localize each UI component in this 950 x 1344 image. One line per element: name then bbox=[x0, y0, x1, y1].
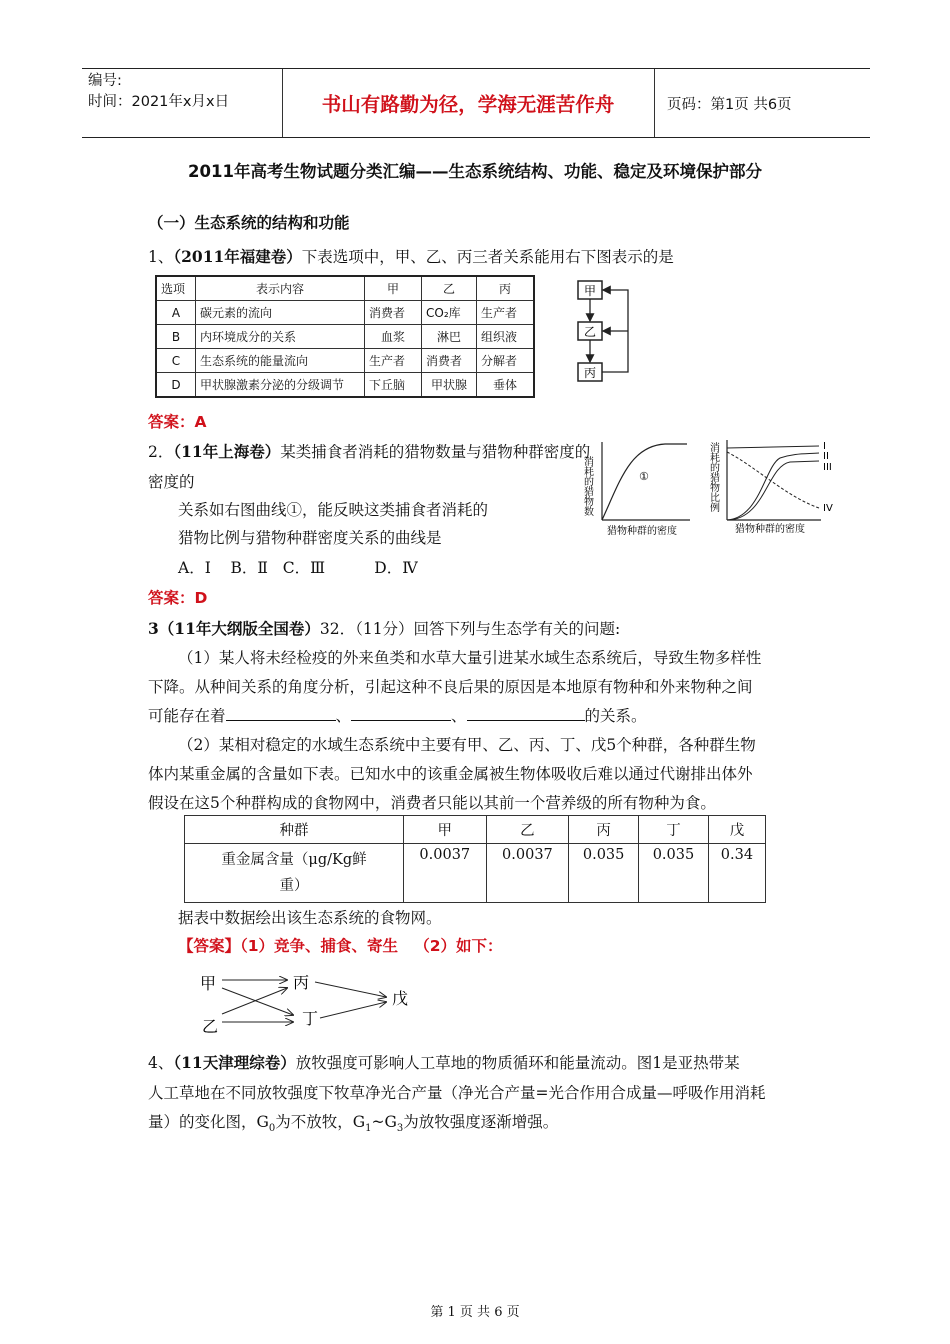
arrow bbox=[320, 1002, 386, 1018]
table-header: 丙 bbox=[569, 816, 639, 844]
header-divider bbox=[654, 69, 655, 137]
question-text: 人工草地在不同放牧强度下牧草净光合产量（净光合产量=光合作用合成量—呼吸作用消耗 bbox=[148, 1084, 766, 1102]
q3-metal-table bbox=[184, 815, 766, 903]
table-header: 乙 bbox=[422, 276, 477, 301]
table-header: 表示内容 bbox=[196, 276, 365, 301]
section-heading: （一）生态系统的结构和功能 bbox=[148, 214, 350, 232]
table-cell: 甲状腺 bbox=[422, 373, 477, 398]
table-header: 戊 bbox=[708, 816, 765, 844]
question-options: A．Ⅰ B．Ⅱ C．Ⅲ D．Ⅳ bbox=[178, 559, 418, 577]
species-label: 丙 bbox=[293, 973, 310, 992]
graph-xlabel: 猎物种群的密度 bbox=[735, 524, 805, 535]
table-row bbox=[156, 301, 534, 325]
graph-ylabel: 消耗的猎物比例 bbox=[707, 442, 719, 512]
table-cell: 分解者 bbox=[477, 349, 535, 373]
node-label: 甲 bbox=[583, 284, 597, 298]
curve-label: ① bbox=[639, 470, 649, 483]
graph-xlabel: 猎物种群的密度 bbox=[607, 526, 677, 537]
question-text: 、 bbox=[335, 707, 352, 725]
table-cell: 消费者 bbox=[365, 301, 422, 325]
curve-I bbox=[727, 446, 819, 448]
table-cell: B bbox=[156, 325, 196, 349]
node-label: 乙 bbox=[583, 325, 597, 339]
table-row bbox=[185, 844, 766, 903]
text-run: 为放牧强度逐渐增强。 bbox=[403, 1113, 559, 1131]
table-cell: 消费者 bbox=[422, 349, 477, 373]
number-label: 编号: bbox=[88, 73, 122, 89]
table-header: 甲 bbox=[404, 816, 487, 844]
question-number: 1、 bbox=[148, 248, 174, 266]
question-2-stem bbox=[148, 440, 590, 462]
table-cell: A bbox=[156, 301, 196, 325]
node-label: 丙 bbox=[583, 366, 597, 380]
table-cell: 生产者 bbox=[477, 301, 535, 325]
table-header: 种群 bbox=[185, 816, 404, 844]
graph-ylabel: 消耗的猎物数 bbox=[581, 456, 593, 516]
table-cell bbox=[185, 844, 404, 903]
species-label: 戊 bbox=[392, 989, 409, 1008]
time-label: 时间：2021年x月x日 bbox=[88, 94, 230, 110]
answer: 答案：D bbox=[148, 589, 208, 607]
table-header: 乙 bbox=[486, 816, 569, 844]
subscript: 0 bbox=[268, 1123, 276, 1135]
text-run: ~G bbox=[371, 1113, 397, 1131]
table-cell: 血浆 bbox=[365, 325, 422, 349]
q2-graph-1 bbox=[575, 436, 695, 538]
table-header: 丙 bbox=[477, 276, 535, 301]
question-source: 3（11年大纲版全国卷） bbox=[148, 619, 320, 638]
curve-III bbox=[727, 461, 819, 520]
question-text: 可能存在着 bbox=[148, 707, 226, 725]
question-4-stem bbox=[148, 1051, 740, 1073]
table-cell: 0.0037 bbox=[404, 844, 487, 903]
question-text: 某类捕食者消耗的猎物数量与猎物种群密度的 bbox=[280, 443, 591, 461]
table-cell: 组织液 bbox=[477, 325, 535, 349]
curve-label: IV bbox=[823, 503, 833, 514]
species-label: 甲 bbox=[200, 974, 217, 993]
food-web-diagram bbox=[190, 962, 430, 1038]
question-source: （11年上海卷） bbox=[173, 442, 281, 461]
question-text: 体内某重金属的含量如下表。已知水中的该重金属被生物体吸收后难以通过代谢排出体外 bbox=[148, 765, 753, 783]
table-cell: 0.34 bbox=[708, 844, 765, 903]
question-text: 的关系。 bbox=[584, 707, 647, 725]
question-text: 假设在这5个种群构成的食物网中，消费者只能以其前一个营养级的所有物种为食。 bbox=[148, 794, 716, 812]
table-cell: D bbox=[156, 373, 196, 398]
arrow bbox=[222, 988, 293, 1015]
table-header: 甲 bbox=[365, 276, 422, 301]
table-cell: 内环境成分的关系 bbox=[196, 325, 365, 349]
species-label: 丁 bbox=[302, 1009, 319, 1028]
answer: 【答案】（1）竞争、捕食、寄生 （2）如下： bbox=[178, 937, 503, 955]
question-text: 据表中数据绘出该生态系统的食物网。 bbox=[178, 909, 442, 927]
table-header: 丁 bbox=[639, 816, 709, 844]
q1-relation-diagram bbox=[570, 276, 640, 386]
table-cell: 生态系统的能量流向 bbox=[196, 349, 365, 373]
q2-graph-2 bbox=[705, 436, 845, 538]
table-cell: 生产者 bbox=[365, 349, 422, 373]
subscript: 1 bbox=[365, 1123, 372, 1135]
question-1-stem bbox=[148, 245, 674, 267]
table-row bbox=[156, 349, 534, 373]
question-text: （2）某相对稳定的水域生态系统中主要有甲、乙、丙、丁、戊5个种群，各种群生物 bbox=[178, 736, 756, 754]
question-text: （1）某人将未经检疫的外来鱼类和水草大量引进某水域生态系统后，导致生物多样性 bbox=[178, 649, 762, 667]
document-title: 2011年高考生物试题分类汇编——生态系统结构、功能、稳定及环境保护部分 bbox=[188, 162, 762, 181]
page-header bbox=[82, 68, 870, 138]
fill-blank-line bbox=[148, 704, 647, 726]
table-cell: 0.035 bbox=[639, 844, 709, 903]
table-cell: 0.035 bbox=[569, 844, 639, 903]
page-footer: 第 1 页 共 6 页 bbox=[430, 1305, 520, 1320]
curve-IV bbox=[727, 452, 819, 508]
question-text: 、 bbox=[451, 707, 467, 725]
table-row bbox=[156, 373, 534, 398]
curve-label: III bbox=[823, 462, 832, 473]
question-source: （11天津理综卷） bbox=[173, 1053, 296, 1072]
question-text: 密度的 bbox=[148, 473, 195, 491]
curve-label: II bbox=[823, 451, 829, 462]
table-cell: 淋巴 bbox=[422, 325, 477, 349]
header-motto: 书山有路勤为径，学海无涯苦作舟 bbox=[321, 93, 615, 116]
answer: 答案：A bbox=[148, 413, 207, 431]
question-text: 下降。从种间关系的角度分析，引起这种不良后果的原因是本地原有物种和外来物种之间 bbox=[148, 678, 753, 696]
question-text: 关系如右图曲线①，能反映这类捕食者消耗的 bbox=[178, 501, 489, 519]
table-cell: 甲状腺激素分泌的分级调节 bbox=[196, 373, 365, 398]
species-label: 乙 bbox=[202, 1017, 219, 1036]
table-cell: 下丘脑 bbox=[365, 373, 422, 398]
table-cell: 垂体 bbox=[477, 373, 535, 398]
answer-blank[interactable] bbox=[351, 706, 451, 721]
text-run: 量）的变化图，G bbox=[148, 1113, 269, 1131]
table-cell: CO₂库 bbox=[422, 301, 477, 325]
header-meta bbox=[88, 71, 229, 113]
table-cell: 0.0037 bbox=[486, 844, 569, 903]
arrow bbox=[315, 982, 386, 997]
question-3-stem bbox=[148, 617, 620, 639]
question-text: 猎物比例与猎物种群密度关系的曲线是 bbox=[178, 529, 442, 547]
question-source: （2011年福建卷） bbox=[173, 247, 302, 266]
table-header: 选项 bbox=[156, 276, 196, 301]
text-run: 为不放牧，G bbox=[275, 1113, 366, 1131]
row-label: 重） bbox=[279, 878, 309, 894]
question-text: 下表选项中，甲、乙、丙三者关系能用右下图表示的是 bbox=[301, 248, 674, 266]
question-number: 4、 bbox=[148, 1054, 174, 1072]
row-label: 重金属含量（μg/Kg鲜 bbox=[221, 852, 367, 868]
q1-options-table bbox=[155, 275, 535, 398]
answer-blank[interactable] bbox=[226, 706, 336, 721]
table-row bbox=[156, 325, 534, 349]
question-text: 32．（11分）回答下列与生态学有关的问题: bbox=[319, 620, 621, 638]
question-text: 放牧强度可影响人工草地的物质循环和能量流动。图1是亚热带某 bbox=[295, 1054, 740, 1072]
answer-blank[interactable] bbox=[467, 706, 585, 721]
curve-II bbox=[727, 453, 819, 520]
subscript: 3 bbox=[396, 1123, 404, 1135]
question-number: 2． bbox=[148, 443, 174, 461]
table-cell: 碳元素的流向 bbox=[196, 301, 365, 325]
question-text bbox=[148, 1110, 558, 1134]
curve-label: I bbox=[823, 441, 826, 452]
table-cell: C bbox=[156, 349, 196, 373]
header-page-info: 页码：第1页 共6页 bbox=[667, 96, 792, 113]
